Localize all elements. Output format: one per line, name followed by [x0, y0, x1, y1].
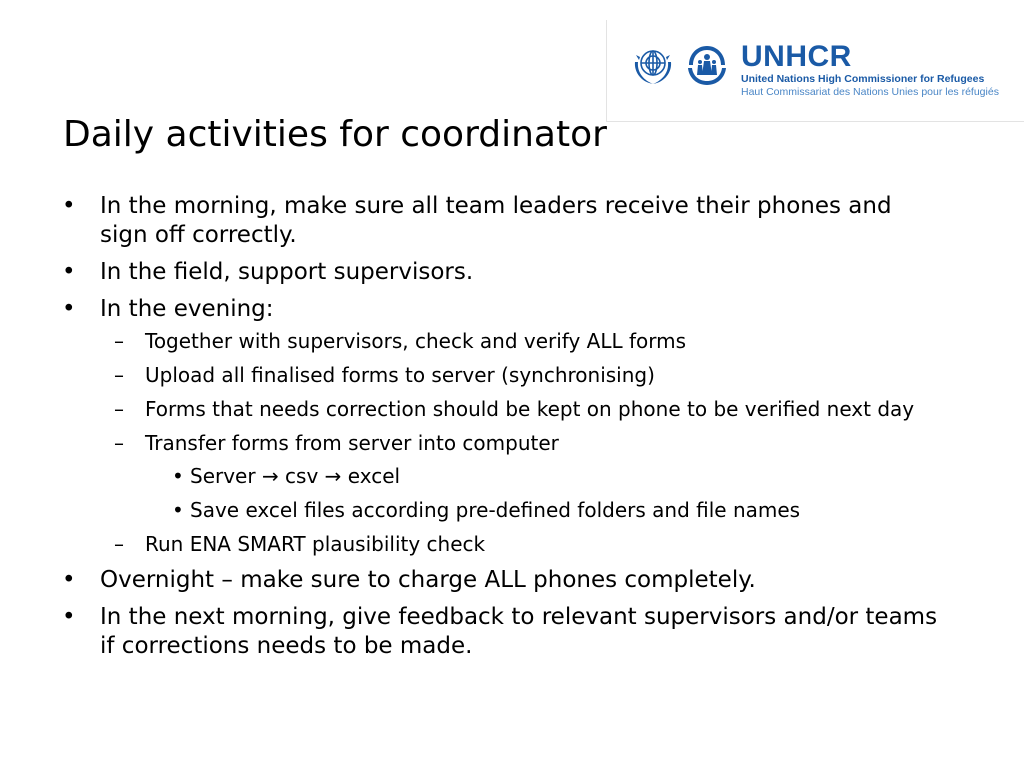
sub-sub-bullet-text: Save excel files according pre-defined folders and file names: [190, 498, 801, 522]
bullet-item: [62, 258, 942, 287]
bullet-icon: •: [62, 567, 76, 593]
bullet-icon: •: [172, 498, 184, 522]
sub-sub-bullet-item: [145, 463, 942, 490]
un-emblem-icon: [629, 42, 677, 88]
sub-bullet-text: Upload all finalised forms to server (synchronising): [145, 363, 655, 387]
bullet-text: In the field, support supervisors.: [100, 259, 474, 285]
sub-bullet-text: Forms that needs correction should be kept on phone to be verified next day: [145, 397, 915, 421]
bullet-item: [62, 603, 942, 661]
bullet-item: [62, 295, 942, 558]
sub-bullet-text: Together with supervisors, check and verify ALL forms: [145, 329, 687, 353]
sub-bullet-list: [100, 328, 942, 558]
sub-bullet-text: Run ENA SMART plausibility check: [145, 532, 486, 556]
dash-icon: –: [114, 532, 124, 556]
sub-bullet-item: [100, 362, 942, 389]
bullet-item: [62, 566, 942, 595]
bullet-text: Overnight – make sure to charge ALL phones completely.: [100, 567, 756, 593]
sub-bullet-item: [100, 531, 942, 558]
sub-sub-bullet-item: [145, 497, 942, 524]
logo-wordmark: UNHCR: [741, 40, 852, 73]
dash-icon: –: [114, 431, 124, 455]
bullet-text: In the morning, make sure all team leaders receive their phones and sign off correctly.: [100, 193, 892, 248]
logo-french-name: Haut Commissariat des Nations Unies pour les réfugiés: [741, 86, 999, 98]
unhcr-emblem-icon: [683, 42, 731, 88]
bullet-icon: •: [62, 259, 76, 285]
sub-sub-bullet-text: Server → csv → excel: [190, 464, 401, 488]
bullet-icon: •: [62, 193, 76, 219]
logo-english-name: United Nations High Commissioner for Refugees: [741, 73, 985, 85]
bullet-text: In the evening:: [100, 296, 274, 322]
dash-icon: –: [114, 329, 124, 353]
sub-bullet-text: Transfer forms from server into computer: [145, 431, 559, 455]
dash-icon: –: [114, 397, 124, 421]
sub-bullet-item: [100, 396, 942, 423]
slide-title: Daily activities for coordinator: [63, 114, 607, 155]
bullet-item: [62, 192, 942, 250]
bullet-text: In the next morning, give feedback to relevant supervisors and/or teams if corrections needs to be made.: [100, 604, 938, 659]
bullet-icon: •: [62, 604, 76, 630]
bullet-icon: •: [172, 464, 184, 488]
unhcr-logo: [606, 20, 1024, 122]
sub-bullet-item: [100, 430, 942, 524]
sub-bullet-item: [100, 328, 942, 355]
bullet-icon: •: [62, 296, 76, 322]
dash-icon: –: [114, 363, 124, 387]
sub-sub-bullet-list: [145, 463, 942, 524]
bullet-list: [62, 192, 942, 661]
